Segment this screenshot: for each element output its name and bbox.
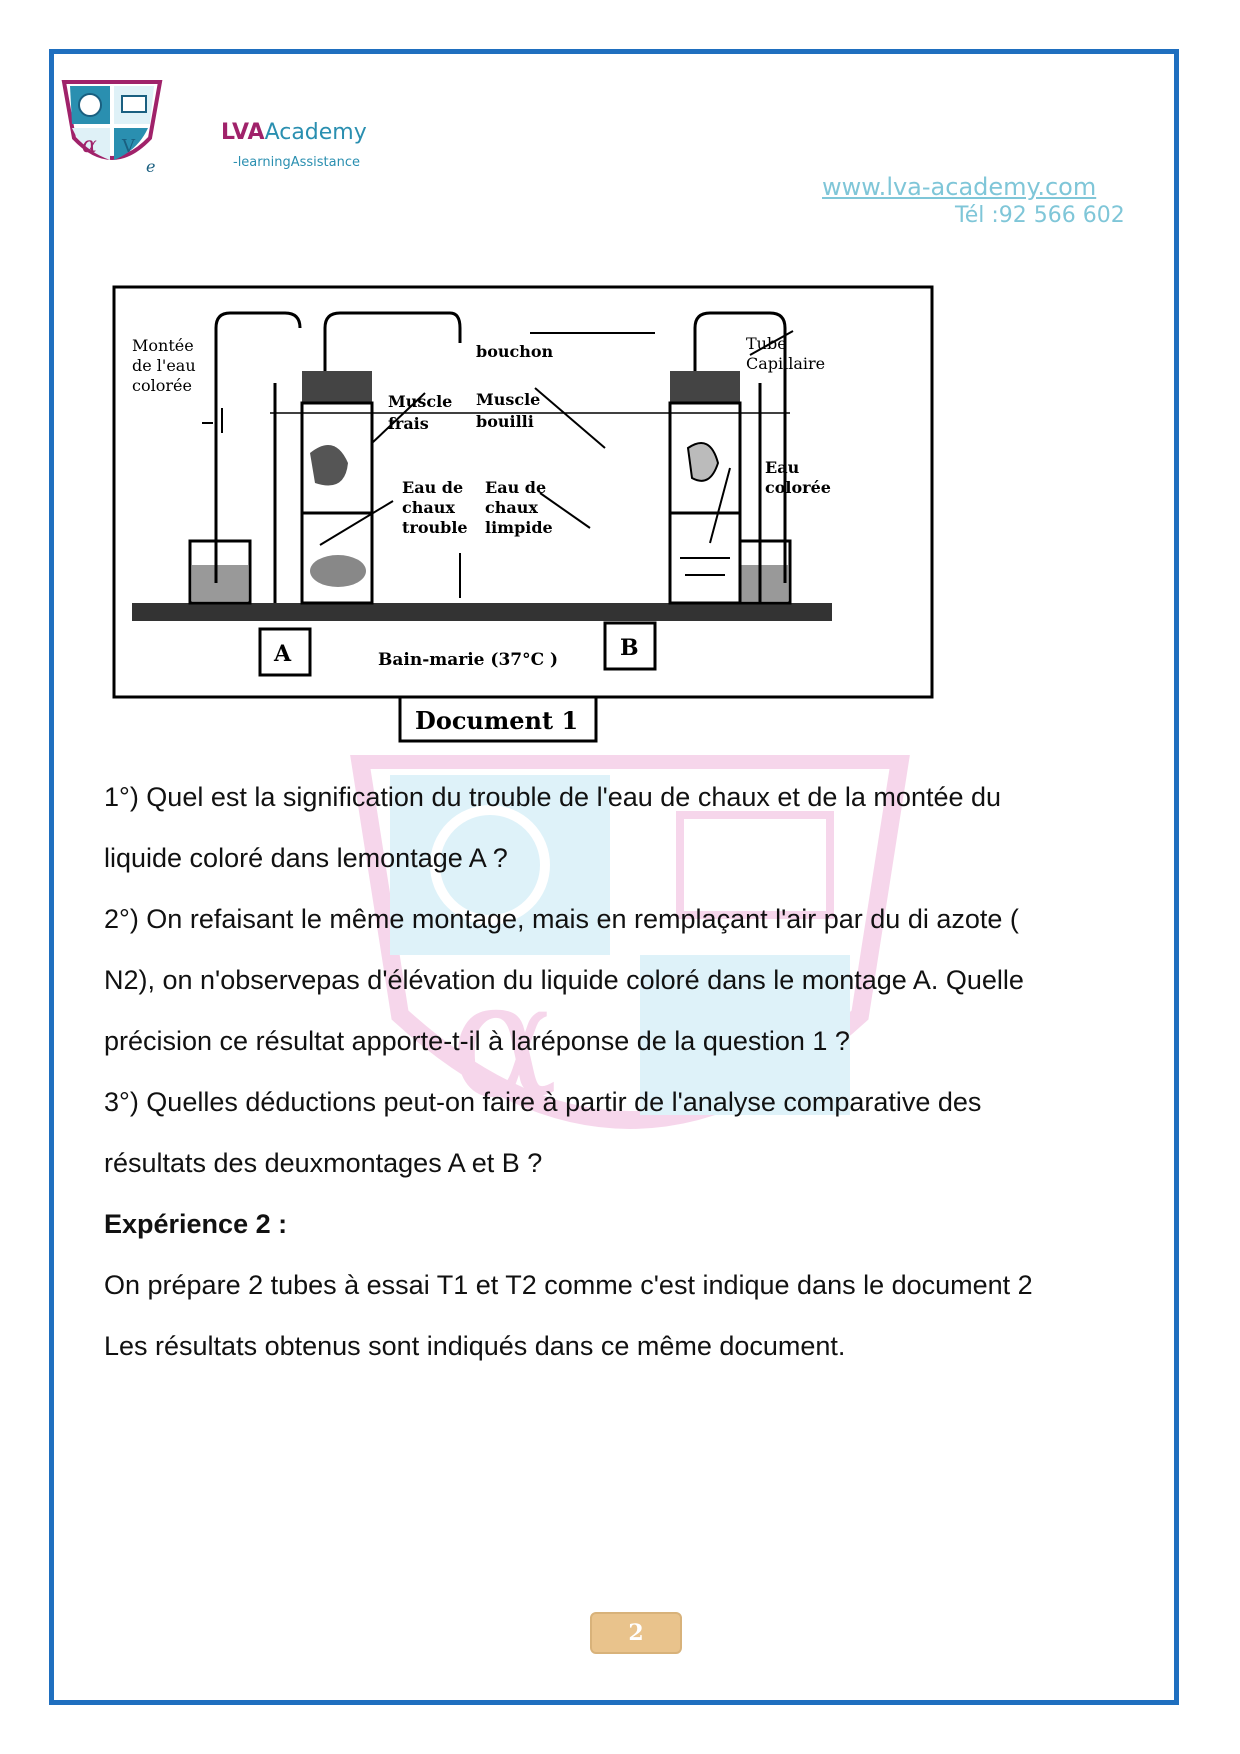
label-eau-limpide-3: limpide [485, 518, 553, 537]
brand-academy: Academy [264, 120, 367, 145]
label-eau-trouble-2: chaux [402, 498, 455, 517]
label-a: A [274, 641, 292, 667]
website-link[interactable]: www.lva-academy.com [822, 173, 1097, 201]
academy-logo-icon [58, 78, 166, 176]
label-muscle-frais-1: Muscle [388, 392, 453, 411]
label-eau-limpide-1: Eau de [485, 478, 547, 497]
brand-name [221, 120, 367, 145]
svg-text:V: V [122, 136, 135, 157]
experience-2-line-1: On prépare 2 tubes à essai T1 et T2 comme c'est indique dans le document 2 [104, 1270, 1033, 1300]
question-3-line-1: 3°) Quelles déductions peut-on faire à partir de l'analyse comparative des [104, 1087, 982, 1117]
label-eau-trouble-1: Eau de [402, 478, 464, 497]
brand-lva: LVA [221, 120, 265, 145]
logo-letter: e [146, 157, 156, 176]
label-tube-1: Tube [746, 334, 787, 353]
label-eau-coloree-1: Eau [765, 458, 800, 477]
label-bain-marie: Bain-marie (37°C ) [378, 650, 559, 670]
question-1-line-1: 1°) Quel est la signification du trouble de l'eau de chaux et de la montée du [104, 782, 1002, 812]
svg-text:α: α [82, 133, 97, 158]
label-tube-2: Capillaire [746, 354, 826, 373]
question-2-line-1: 2°) On refaisant le même montage, mais en remplaçant l'air par du di azote ( [104, 904, 1019, 934]
label-eau-limpide-2: chaux [485, 498, 538, 517]
question-2-line-2: N2), on n'observepas d'élévation du liquide coloré dans le montage A. Quelle [104, 965, 1024, 995]
label-montee-3: colorée [132, 376, 192, 395]
label-muscle-bouilli-2: bouilli [476, 412, 534, 431]
label-muscle-bouilli-1: Muscle [476, 390, 541, 409]
question-1-line-2: liquide coloré dans lemontage A ? [104, 843, 508, 873]
question-3-line-2: résultats des deuxmontages A et B ? [104, 1148, 543, 1178]
question-2-line-3: précision ce résultat apporte-t-il à laréponse de la question 1 ? [104, 1026, 850, 1056]
label-montee-2: de l'eau [132, 356, 196, 375]
brand-tagline: -learningAssistance [233, 155, 360, 170]
label-b: B [620, 635, 639, 661]
svg-text:α: α [450, 946, 559, 1133]
phone-number: Tél :92 566 602 [955, 203, 1125, 228]
label-eau-coloree-2: colorée [765, 478, 831, 497]
label-muscle-frais-2: frais [388, 414, 429, 433]
experience-2-line-2: Les résultats obtenus sont indiqués dans ce même document. [104, 1331, 846, 1361]
page-number: 2 [590, 1612, 682, 1654]
document-1-diagram [110, 283, 935, 753]
label-eau-trouble-3: trouble [402, 518, 468, 537]
document-1-caption: Document 1 [415, 706, 579, 735]
label-montee-1: Montée [132, 336, 194, 355]
label-bouchon: bouchon [476, 342, 554, 361]
experience-2-heading: Expérience 2 : [104, 1209, 288, 1239]
